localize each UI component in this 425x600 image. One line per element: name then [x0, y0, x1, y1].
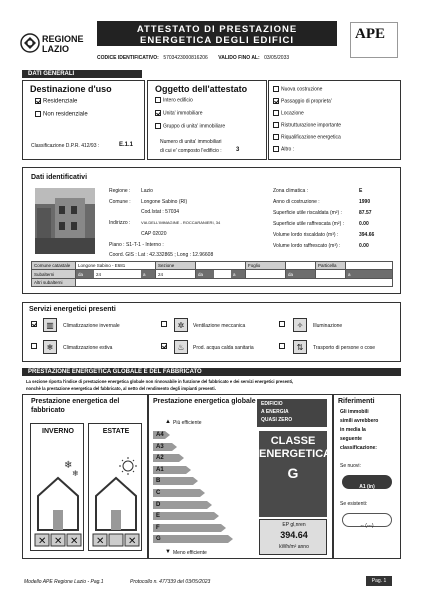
codistat-value: Cod.Istat : 57034 [141, 209, 180, 215]
ape-logo: APE [355, 26, 385, 42]
destinazione-box [22, 80, 145, 160]
comune-catastale-label: Comune catastale [32, 262, 76, 270]
unita-immobiliare-option[interactable]: Unita' immobiliare [155, 110, 203, 116]
servizi-box [22, 302, 401, 362]
passaggio-proprieta-option[interactable]: Passaggio di proprieta' [273, 98, 332, 104]
subalterni-da-1: da [76, 270, 94, 278]
servizio-label-5: Trasporto di persone o cose [313, 345, 376, 351]
svg-text:✕: ✕ [54, 536, 63, 547]
valid-label: VALIDO FINO AL: [218, 55, 260, 61]
ep-box [259, 519, 327, 555]
inverno-house-icon [34, 456, 82, 548]
servizio-label-3: Climatizzazione estiva [63, 345, 113, 351]
subalterni-a-3: a [346, 270, 393, 279]
zona-label: Zona climatica : [273, 188, 309, 194]
lightbulb-icon: ✧ [293, 318, 307, 332]
servizio-climatizzazione-invernale[interactable] [31, 321, 39, 327]
energy-class-a1: A1 [153, 466, 186, 474]
altro-option[interactable]: Altro : [273, 146, 294, 152]
subalterni-a-2: a [231, 270, 245, 278]
vol-raff-value: 0.00 [359, 243, 369, 249]
foglio-label: Foglio [246, 262, 286, 270]
vol-raff-label: Volume lordo raffrescato (m³) : [273, 243, 341, 249]
air-conditioner-icon: ❄ [43, 340, 57, 354]
sezione-value [196, 262, 246, 270]
sup-raff-label: Superficie utile raffrescata (m²) : [273, 221, 345, 227]
ristrutturazione-checkbox[interactable] [273, 122, 279, 128]
classe-label-2: ENERGETICA [259, 448, 332, 460]
subalterni-a-1: a [141, 270, 155, 278]
globale-title: Prestazione energetica globale [153, 398, 256, 405]
footer-page: Pag. 1 [366, 576, 392, 586]
servizio-label-2: Illuminazione [313, 323, 343, 329]
indirizzo-label: Indirizzo : [109, 220, 131, 226]
altri-subalterni-value [76, 279, 393, 287]
regione-value: Lazio [141, 188, 153, 194]
svg-text:✕: ✕ [38, 536, 47, 547]
inverno-label: INVERNO [42, 428, 74, 435]
fan-icon: ✲ [174, 318, 188, 332]
energy-class-c: C [153, 489, 200, 497]
foglio-value [286, 262, 316, 270]
catasto-row-3 [32, 279, 393, 287]
comune-catastale-value: Longone Sabino - E681 [76, 262, 156, 270]
subalterni-empty-4 [316, 270, 346, 279]
se-nuovi-value: A1 (in) [359, 484, 375, 490]
residenziale-option[interactable]: Residenziale [35, 98, 77, 106]
destinazione-title: Destinazione d'uso [30, 84, 112, 94]
catasto-row-2 [32, 270, 393, 279]
servizi-title: Servizi energetici presenti [29, 306, 116, 313]
ape-logo-frame [350, 22, 398, 58]
svg-text:✕: ✕ [128, 536, 137, 547]
building-photo [35, 188, 95, 254]
anno-label: Anno di costruzione : [273, 199, 320, 205]
classificazione-label: Classificazione D.P.R. 412/93 : [31, 143, 100, 149]
svg-text:✕: ✕ [96, 536, 105, 547]
servizio-ventilazione[interactable] [161, 321, 169, 327]
numero-unita-label-1: Numero di unita' immobiliari [160, 139, 222, 145]
edificio-zero-box [257, 399, 327, 427]
servizio-trasporto[interactable] [279, 343, 287, 349]
catasto-row-1 [32, 262, 393, 270]
se-esistenti-badge [342, 513, 392, 527]
radiator-icon: ▥ [43, 318, 57, 332]
svg-text:✕: ✕ [70, 536, 79, 547]
piano-value: Piano : S1-T-1 - Interno : [109, 242, 164, 248]
energy-class-e: E [153, 512, 214, 520]
footer-protocol: Protocollo n. 477339 del 03/05/2023 [130, 579, 211, 585]
servizio-illuminazione[interactable] [279, 321, 287, 327]
elevator-icon: ⇅ [293, 340, 307, 354]
illuminazione-checkbox[interactable] [279, 321, 285, 327]
estate-panel [88, 423, 142, 551]
anno-value: 1990 [359, 199, 371, 205]
passaggio-proprieta-checkbox[interactable] [273, 98, 279, 104]
section-prestazione: PRESTAZIONE ENERGETICA GLOBALE E DEL FABBRICATO [22, 368, 401, 376]
ep-label: EP gl,nren [282, 522, 306, 528]
non-residenziale-option[interactable]: Non residenziale [35, 111, 88, 119]
servizio-label-4: Prod. acqua calda sanitaria [193, 345, 254, 351]
trasporto-checkbox[interactable] [279, 343, 285, 349]
inverno-panel [30, 423, 84, 551]
energy-class-a2: A2 [153, 454, 179, 462]
sup-risc-label: Superficie utile riscaldata (m²) : [273, 210, 342, 216]
motivazione-box [268, 80, 401, 160]
riferimenti-text-4: seguente [340, 436, 362, 442]
fabbricato-box [22, 394, 148, 559]
cap-value: CAP 02020 [141, 231, 167, 237]
oggetto-title: Oggetto dell'attestato [155, 84, 248, 94]
valid-value: 03/05/2033 [264, 55, 290, 61]
section-dati-generali: DATI GENERALI [22, 70, 142, 78]
comune-value: Longone Sabino (RI) [141, 199, 188, 205]
ep-unit: kWh/m² anno [279, 544, 309, 550]
gruppo-unita-checkbox[interactable] [155, 123, 161, 129]
sezione-label: Sezione [156, 262, 196, 270]
nuova-costruzione-option[interactable]: Nuova costruzione [273, 86, 322, 92]
particella-label: Particella [316, 262, 346, 270]
se-nuovi-badge [342, 475, 392, 489]
zona-value: E [359, 188, 363, 194]
subalterni-value-1: 24 [96, 271, 102, 277]
prestazione-intro-1: La sezione riporta l'indice di prestazione energetica globale non rinnovabile in funzione del fabbricato e dei servizi energetici presenti, [26, 379, 294, 384]
energy-class-a3: A3 [153, 443, 172, 451]
edificio-zero-line1: EDIFICIO [261, 401, 283, 407]
se-esistenti-value: -- (---) [360, 523, 374, 529]
piu-efficiente-label: Più efficiente [173, 420, 202, 426]
region-name-line1: REGIONE [42, 34, 84, 44]
se-esistenti-label: Se esistenti: [340, 501, 368, 507]
nuova-costruzione-checkbox[interactable] [273, 86, 279, 92]
edificio-zero-line2: A ENERGIA [261, 409, 289, 415]
comune-label: Comune : [109, 199, 131, 205]
svg-text:❄: ❄ [64, 460, 73, 471]
residenziale-checkbox[interactable] [35, 98, 41, 104]
prestazione-intro-2: nonchè la prestazione energetica del fabbricato, al netto del rendimento degli impianti presenti. [26, 386, 216, 391]
ventilazione-checkbox[interactable] [161, 321, 167, 327]
meno-efficiente-label: Meno efficiente [173, 550, 207, 556]
energy-class-d: D [153, 501, 207, 509]
se-nuovi-label: Se nuovi: [340, 463, 361, 469]
code-label: CODICE IDENTIFICATIVO: [97, 55, 159, 61]
riferimenti-text-3: in media la [340, 427, 366, 433]
dati-identificativi-title: Dati identificativi [31, 174, 88, 181]
altri-subalterni-label: Altri subalterni [32, 279, 76, 287]
indirizzo-value: VIA DELL'IMMAGINE - ROCCARANIERI, 34 [141, 220, 221, 225]
intero-edificio-checkbox[interactable] [155, 97, 161, 103]
code-row [97, 46, 357, 61]
piu-efficiente-arrow-icon: ▲ [165, 419, 171, 425]
sup-raff-value: 0.00 [359, 221, 369, 227]
subalterni-da-2: da [196, 270, 214, 278]
energy-class-g: G [153, 535, 228, 543]
code-value: 5703423000816206 [163, 55, 208, 61]
riferimenti-text-2: simili avrebbero [340, 418, 379, 424]
energy-class-f: F [153, 524, 221, 532]
energy-class-b: B [153, 477, 193, 485]
regione-label: Regione : [109, 188, 131, 194]
numero-unita-label-2: di cui e' composto l'edificio : [160, 148, 222, 154]
numero-unita-value: 3 [236, 147, 240, 153]
non-residenziale-checkbox[interactable] [35, 111, 41, 117]
classe-value: G [287, 465, 299, 481]
subalterni-empty-2 [214, 270, 231, 278]
classe-box [259, 431, 332, 517]
riqualificazione-option[interactable]: Riqualificazione energetica [273, 134, 341, 140]
region-logo [20, 33, 40, 53]
title-line1: ATTESTATO DI PRESTAZIONE [136, 24, 298, 35]
locazione-option[interactable]: Locazione [273, 110, 304, 116]
riferimenti-box [333, 394, 401, 559]
servizio-acqua-calda[interactable] [161, 343, 169, 349]
acqua-calda-checkbox[interactable] [161, 343, 167, 349]
svg-text:❄: ❄ [72, 469, 79, 478]
region-name-line2: LAZIO [42, 44, 69, 54]
catasto-table [31, 261, 393, 287]
title-line2: ENERGETICA DEGLI EDIFICI [139, 35, 295, 46]
globale-box [148, 394, 333, 559]
tap-icon: ♨ [174, 340, 188, 354]
servizio-label-0: Climatizzazione invernale [63, 323, 120, 329]
altro-checkbox[interactable] [273, 146, 279, 152]
clim-invernale-checkbox[interactable] [31, 321, 37, 327]
classificazione-value: E.1.1 [119, 142, 134, 148]
riferimenti-title: Riferimenti [338, 398, 375, 405]
dati-identificativi-box [22, 167, 401, 294]
vol-risc-value: 394.66 [359, 232, 375, 238]
unita-immobiliare-checkbox[interactable] [155, 110, 161, 116]
vol-risc-label: Volume lordo riscaldato (m³) : [273, 232, 339, 238]
ristrutturazione-option[interactable]: Ristrutturazione importante [273, 122, 341, 128]
classe-label-1: CLASSE [270, 435, 316, 447]
edificio-zero-line3: QUASI ZERO [261, 417, 293, 423]
particella-value [346, 262, 393, 270]
servizio-label-1: Ventilazione meccanica [193, 323, 246, 329]
locazione-checkbox[interactable] [273, 110, 279, 116]
coord-value: Coord. GIS : Lat : 42.332865 ; Long : 12.96608 [109, 252, 214, 258]
riferimenti-text-5: classificazione: [340, 445, 377, 451]
subalterni-value-2: 24 [156, 270, 196, 279]
riferimenti-text-1: Gli immobili [340, 409, 369, 415]
footer-left: Modello APE Regione Lazio - Pag.1 [24, 579, 104, 585]
estate-house-icon [92, 456, 140, 548]
subalterni-empty-3 [246, 270, 286, 279]
fabbricato-title-1: Prestazione energetica del [31, 398, 120, 405]
building-photo-icon [35, 188, 95, 254]
meno-efficiente-arrow-icon: ▼ [165, 549, 171, 555]
gruppo-unita-option[interactable]: Gruppo di unita' immobiliare [155, 123, 225, 129]
ep-value: 394.64 [280, 530, 308, 540]
servizio-climatizzazione-estiva[interactable] [31, 343, 39, 349]
estate-label: ESTATE [102, 428, 130, 435]
intero-edificio-option[interactable]: Intero edificio [155, 97, 193, 103]
oggetto-box [147, 80, 267, 160]
clim-estiva-checkbox[interactable] [31, 343, 37, 349]
sup-risc-value: 87.57 [359, 210, 372, 216]
energy-class-a4: A4 [153, 431, 165, 439]
subalterni-label: Subalterni [32, 270, 76, 279]
riqualificazione-checkbox[interactable] [273, 134, 279, 140]
fabbricato-title-2: fabbricato [31, 407, 65, 414]
region-emblem-icon [20, 33, 40, 53]
subalterni-da-3: da [286, 270, 316, 279]
